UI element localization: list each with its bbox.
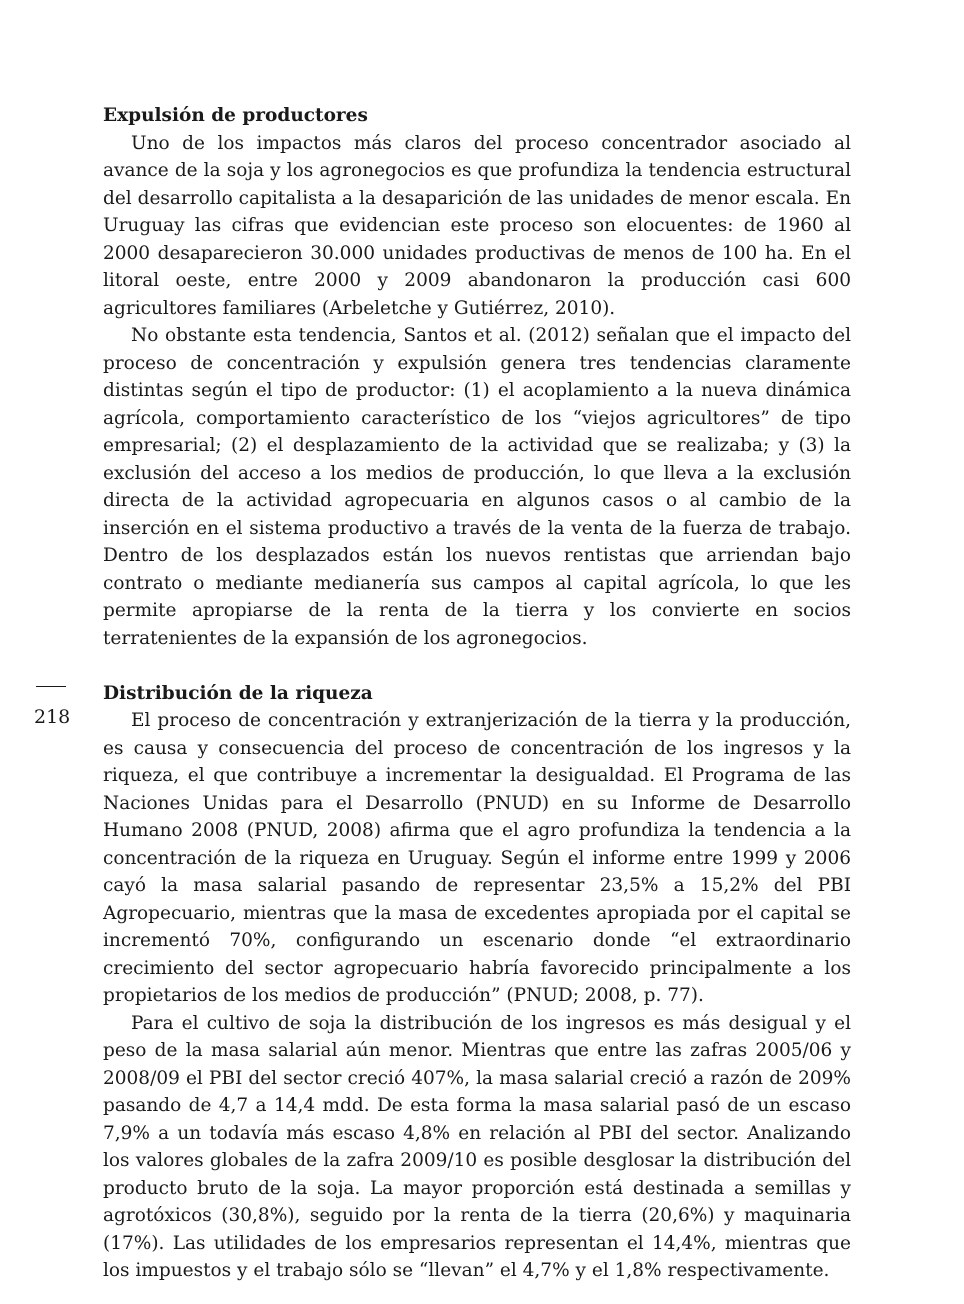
section-spacer	[103, 652, 851, 680]
section-heading: Distribución de la riqueza	[103, 682, 373, 704]
section-distribucion	[103, 680, 851, 1285]
body-paragraph: Para el cultivo de soja la distribución de los ingresos es más desigual y el peso de la masa salarial aún menor. Mientras que entre las zafras 2005/06 y 2008/09 el PBI del sector creció 407%, la masa salarial creció a razón de 209% pasando de 4,7 a 14,4 mdd. De esta forma la masa salarial pasó de un escaso 7,9% a un todavía más escaso 4,8% en relación al PBI del sector. Analizando los valores globales de la zafra 2009/10 es posible desglosar la distribución del producto bruto de la soja. La mayor proporción está destinada a semillas y agrotóxicos (30,8%), seguido por la renta de la tierra (20,6%) y maquinaria (17%). Las utilidades de los empresarios representan el 14,4%, mientras que los impuestos y el trabajo sólo se “llevan” el 4,7% y el 1,8% respectivamente.	[103, 1012, 851, 1281]
section-heading: Expulsión de productores	[103, 105, 368, 126]
section-expulsion	[103, 102, 851, 652]
body-paragraph: El proceso de concentración y extranjerización de la tierra y la producción, es causa y consecuencia del proceso de concentración de los ingresos y la riqueza, el que contribuye a incrementar la desigualdad. El Programa de las Naciones Unidas para el Desarrollo (PNUD) en su Informe de Desarrollo Humano 2008 (PNUD, 2008) afirma que el agro profundiza la tendencia a la concentración de la riqueza en Uruguay. Según el informe entre 1999 y 2006 cayó la masa salarial pasando de representar 23,5% a 15,2% del PBI Agropecuario, mientras que la masa de excedentes apropiada por el capital se incrementó 70%, configurando un escenario donde “el extraordinario crecimiento del sector agropecuario habría favorecido principalmente a los propietarios de los medios de producción” (PNUD; 2008, p. 77).	[103, 710, 851, 1006]
page-number-rule	[36, 686, 66, 687]
body-paragraph: No obstante esta tendencia, Santos et al. (2012) señalan que el impacto del proceso de concentración y expulsión genera tres tendencias claramente distintas según el tipo de productor: (1) el acoplamiento a la nueva dinámica agrícola, comportamiento característico de los “viejos agricultores” de tipo empresarial; (2) el desplazamiento de la actividad que se realizaba; y (3) la exclusión del acceso a los medios de producción, lo que lleva a la exclusión directa de la actividad agropecuaria en algunos casos o al cambio de la inserción en el sistema productivo a través de la venta de la fuerza de trabajo. Dentro de los desplazados están los nuevos rentistas que arriendan bajo contrato o mediante medianería sus campos al capital agrícola, lo que les permite apropiarse de la renta de la tierra y los convierte en socios terratenientes de la expansión de los agronegocios.	[103, 325, 851, 649]
body-paragraph: Uno de los impactos más claros del proceso concentrador asociado al avance de la soja y los agronegocios es que profundiza la tendencia estructural del desarrollo capitalista a la desaparición de las unidades de menor escala. En Uruguay las cifras que evidencian este proceso son elocuentes: de 1960 al 2000 desaparecieron 30.000 unidades productivas de menos de 100 ha. En el litoral oeste, entre 2000 y 2009 abandonaron la producción casi 600 agricultores familiares (Arbeletche y Gutiérrez, 2010).	[103, 132, 851, 319]
page-body	[103, 102, 851, 1285]
page-number: 218	[34, 706, 71, 728]
